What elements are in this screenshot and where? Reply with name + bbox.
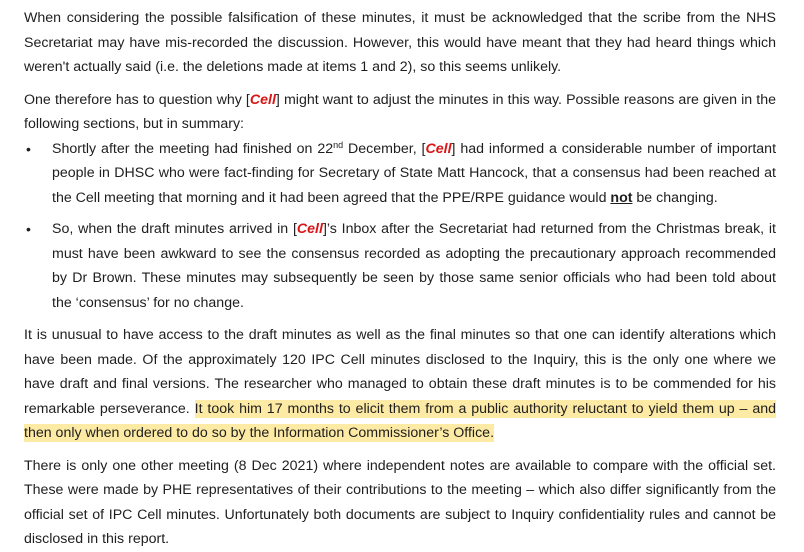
redacted-cell-name: Cell (249, 91, 276, 108)
paragraph-other-meeting: There is only one other meeting (8 Dec 2021) where independent notes are available to compare with the official set. These were made by PHE representatives of their contributions to the meeting – which also differ significantly from the official set of IPC Cell minutes. Unfortunately both documents are subject to Inquiry confidentiality rules and cannot be disclosed in this report. (24, 457, 776, 547)
paragraph-falsification: When considering the possible falsification of these minutes, it must be acknowledged that the scribe from the NHS Secretariat may have mis-recorded the discussion. However, this would have meant that they had heard things which weren't actually said (i.e. the deletions made at items 1 and 2), so this seems unlikely. (24, 10, 776, 75)
paragraph-draft-access (24, 323, 776, 446)
paragraph-question (24, 88, 776, 137)
summary-bullet-list (24, 137, 776, 316)
ordinal-suffix: nd (333, 139, 344, 150)
text-segment: December, [ (343, 140, 426, 157)
text-segment: It is unusual to have access to the draft minutes as well as the final minutes so that one can identify alterations which have been made. Of the approximately 120 IPC Cell minutes disclosed to the Inquiry, this is the only one where we have draft and final versions. The researcher who managed to obtain these draft minutes is to be commended for his remarkable perseverance. (24, 327, 776, 417)
text-segment: So, when the draft minutes arrived in [ (52, 221, 297, 237)
text-segment: Shortly after the meeting had finished on 22 (52, 140, 334, 157)
bullet-marker: • (26, 221, 31, 237)
bullet-marker: • (26, 140, 31, 157)
text-segment: be changing. (632, 189, 718, 206)
text-segment: ] had informed a considerable number of important people in DHSC who were fact-finding for Secretary of State Matt Hancock, that a consensus had been reached at the Cell meeting that morning and it had been agreed that the PPE/RPE guidance would (52, 140, 777, 206)
text-segment: ] might want to adjust the minutes in this way. Possible reasons are given in the following sections, but in summary: (24, 91, 776, 132)
bullet-item-consensus (24, 137, 776, 211)
redacted-cell-name: Cell (296, 221, 323, 237)
emphasis-not: not (610, 189, 633, 206)
text-segment: ]’s Inbox after the Secretariat had returned from the Christmas break, it must have been awkward to see the consensus recorded as adopting the precautionary approach recommended by Dr Brown. These minutes may subsequently be seen by those same senior officials who had been told about the ‘consensus’ for no change. (52, 221, 776, 311)
redacted-cell-name: Cell (425, 140, 452, 157)
text-segment: One therefore has to question why [ (24, 91, 250, 108)
bullet-item-draft-minutes (24, 217, 776, 315)
highlighted-passage: It took him 17 months to elicit them from a public authority reluctant to yield them up – and then only when ordered to do so by the Information Commissioner’s Office. (24, 400, 776, 441)
